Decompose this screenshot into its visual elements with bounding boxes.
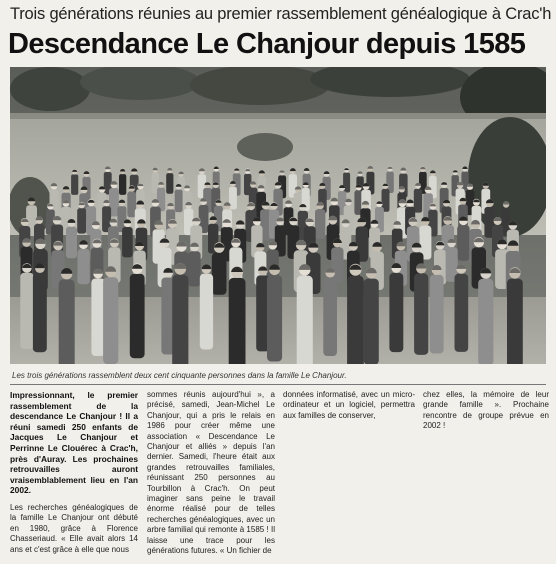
- person-body: [188, 251, 200, 286]
- article-lead: Impressionnant, le premier rassemblement de la descendance Le Chanjour ! Il a réuni samedi 250 enfants de Jacques Le Chanjour et Perrinne Le Clouérec à Crac'h, près d'Auray. Les prochaines retrouvailles auront vraisemblablement lieu en l'an 2002.: [10, 390, 138, 496]
- divider: [10, 384, 546, 385]
- column-1: [10, 390, 138, 562]
- person-body: [414, 274, 428, 355]
- person-body: [364, 279, 379, 364]
- group-photo: [10, 67, 546, 364]
- column-2: [147, 390, 275, 564]
- person-body: [507, 279, 523, 364]
- person-body: [91, 279, 105, 357]
- person-body: [430, 275, 444, 354]
- person-body: [122, 227, 133, 257]
- person-body: [347, 276, 364, 364]
- person-body: [71, 175, 78, 195]
- person-body: [77, 249, 89, 284]
- person-body: [212, 253, 227, 295]
- person-body: [267, 275, 282, 361]
- person-body: [297, 276, 313, 364]
- person-body: [77, 208, 86, 233]
- person-body: [172, 275, 188, 364]
- column-2-body: sommes réunis aujourd'hui », a précisé, samedi, Jean-Michel Le Chanjour, qui a pris le relais en 1986 pour créer même une association « Descendance Le Chanjour et alliés » depuis l'an dernier. Samedi, l'heure était aux grandes retrouvailles familiales, réunissant 250 personnes au Tourbillon à Crac'h. On peut imaginer sans peine le travail énorme réalisé pour de telles recherches généalogiques, avec un arbre familial qui remonte à 1585 ! Il laisse une trace pour les générations futures. « Un fichier de: [147, 390, 275, 556]
- column-4: [423, 390, 549, 439]
- person-body: [200, 274, 213, 350]
- person-body: [175, 190, 183, 213]
- person-body: [166, 173, 173, 194]
- person-body: [66, 227, 77, 258]
- column-4-body: chez elles, la mémoire de leur grande famille ». Prochaine rencontre de groupe prévue en 2002 !: [423, 390, 549, 431]
- person-body: [130, 274, 145, 358]
- person-body: [20, 273, 33, 349]
- person-body: [229, 278, 246, 364]
- person-body: [59, 279, 75, 364]
- person-body: [478, 279, 493, 364]
- person-body: [119, 174, 126, 195]
- person-body: [323, 278, 337, 356]
- column-3: [283, 390, 415, 428]
- photo-caption: Les trois générations rassemblent deux cent cinquante personnes dans la famille Le Chanjour.: [12, 371, 347, 380]
- article-headline: Descendance Le Chanjour depuis 1585: [8, 28, 526, 60]
- person-body: [315, 209, 325, 239]
- article-kicker: Trois générations réunies au premier rassemblement généalogique à Crac'h: [10, 5, 552, 23]
- column-3-body: données informatisé, avec un micro-ordinateur et un logiciel, permettra aux familles de conserver,: [283, 390, 415, 420]
- column-1-body: Les recherches généalogiques de la famille Le Chanjour ont débuté en 1980, grâce à Florence Chasseriaud. « Elle avait alors 14 ans et c'est grâce à elle que nous: [10, 502, 138, 554]
- person-body: [33, 273, 47, 352]
- person-body: [103, 277, 118, 364]
- person-body: [389, 273, 403, 352]
- person-body: [455, 274, 469, 352]
- person-body: [331, 247, 343, 282]
- group-photo-image: [10, 67, 546, 364]
- person-body: [457, 225, 469, 261]
